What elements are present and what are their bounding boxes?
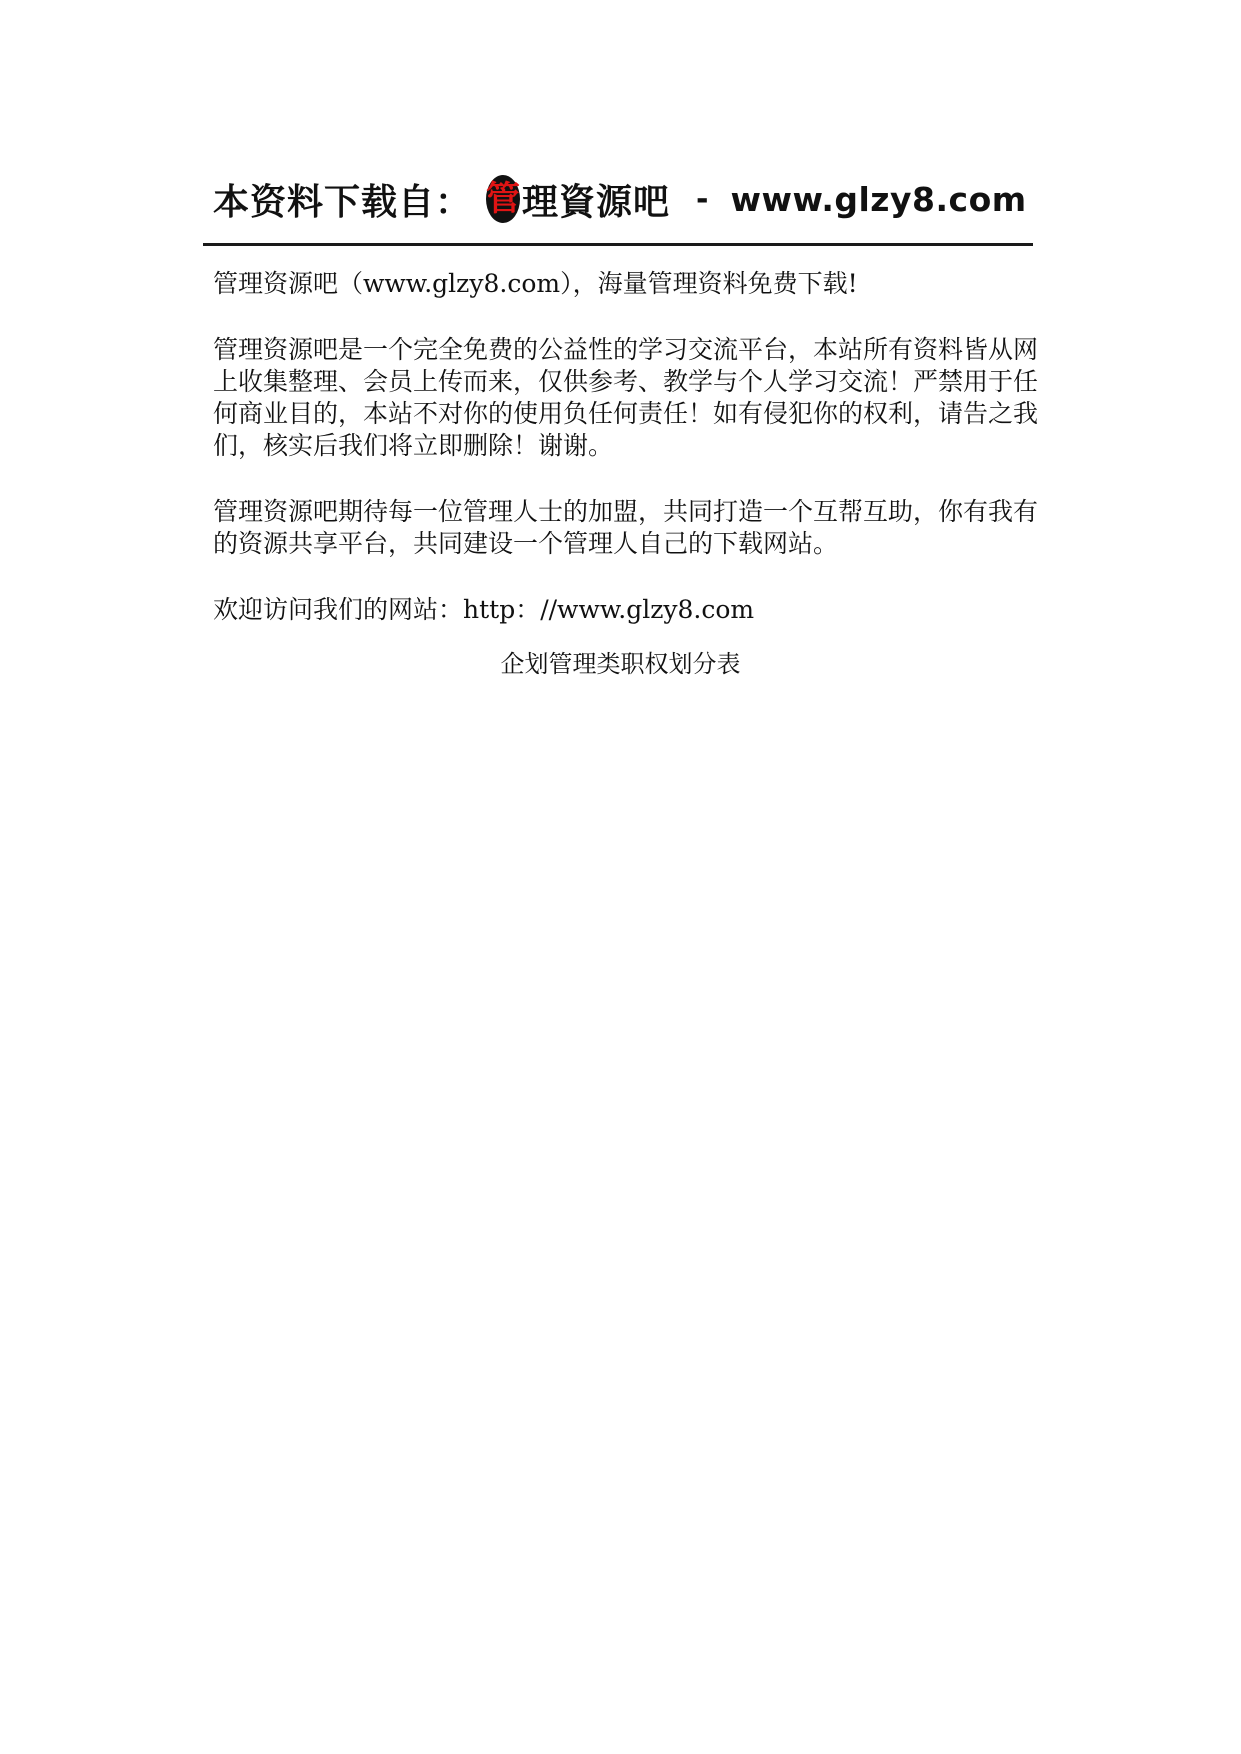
banner-brand-name: 理資源吧 xyxy=(522,181,671,223)
banner-prefix-text: 本资料下载自： xyxy=(213,181,473,223)
disclaimer-paragraph: 管理资源吧是一个完全免费的公益性的学习交流平台，本站所有资料皆从网上收集整理、会员上传而来，仅供参考、教学与个人学习交流！严禁用于任何商业目的，本站不对你的使用负任何责任！如有侵犯你的权利，请告之我们，核实后我们将立即删除！谢谢。 xyxy=(213,335,1039,460)
visit-website-line: 欢迎访问我们的网站：http：//www.glzy8.com xyxy=(213,595,755,624)
banner-separator: - xyxy=(696,181,709,217)
banner-site-url: www.glzy8.com xyxy=(730,179,1027,219)
document-title: 企划管理类职权划分表 xyxy=(500,650,741,678)
invitation-paragraph: 管理资源吧期待每一位管理人士的加盟，共同打造一个互帮互助，你有我有的资源共享平台，共同建设一个管理人自己的下载网站。 xyxy=(213,497,1039,558)
brand-logo-icon: 管 xyxy=(486,175,520,223)
header-divider xyxy=(203,243,1033,246)
intro-line: 管理资源吧（www.glzy8.com），海量管理资料免费下载! xyxy=(213,269,858,298)
download-source-banner xyxy=(213,168,1027,230)
